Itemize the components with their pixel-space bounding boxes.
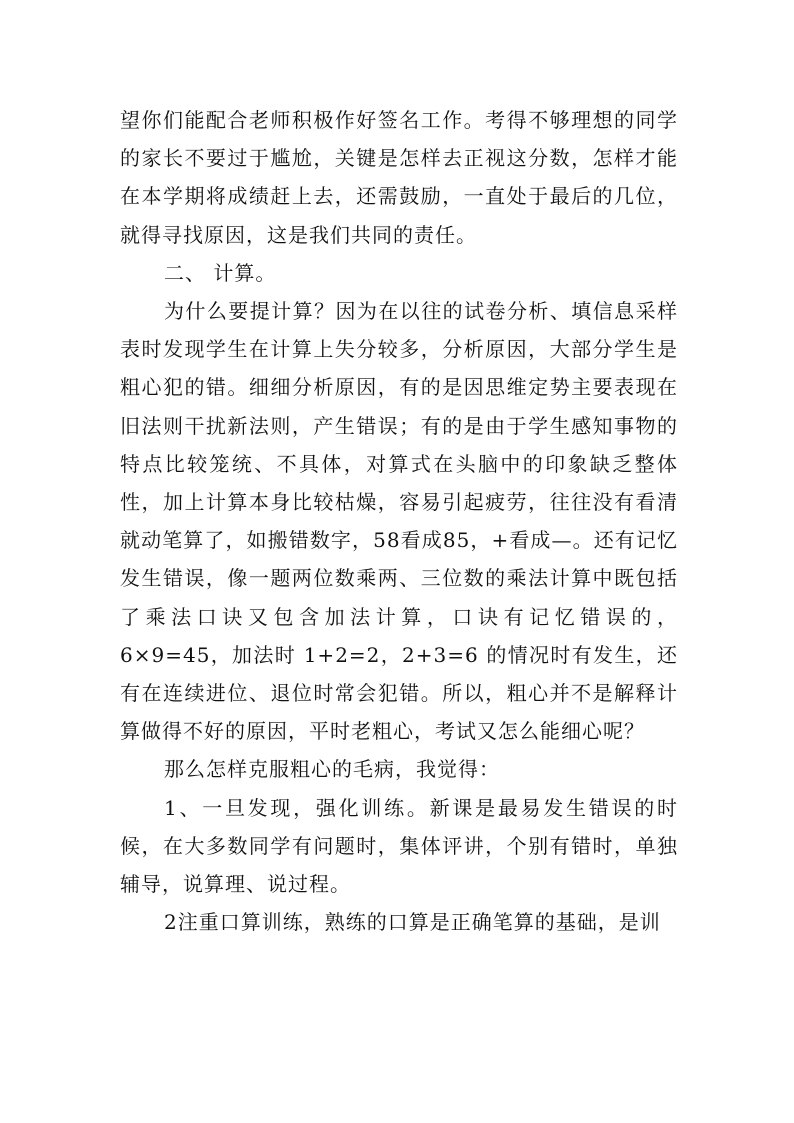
paragraph-point-2-oral-calc: 2注重口算训练，熟练的口算是正确笔算的基础，是训 bbox=[164, 910, 661, 935]
paragraph-calculation-reasons: 为什么要提计算？因为在以往的试卷分析、填信息采样表时发现学生在计算上失分较多，分析原因，大部分学生是粗心犯的错。细细分析原因，有的是因思维定势主要表现在旧法则干扰新法则，产生错误；有的是由于学生感知事物的特点比较笼统、不具体，对算式在头脑中的印象缺乏整体性，加上计算本身比较枯燥，容易引起疲劳，往往没有看清就动笔算了，如搬错数字，58看成85，+看成—。还有记忆发生错误，像一题两位数乘两、三位数的乘法计算中既包括了乘法口诀又包含加法计算，口诀有记忆错误的，6×9=45，加法时 1+2=2，2+3=6 的情况时有发生，还有在连续进位、退位时常会犯错。所以，粗心并不是解释计算做得不好的原因，平时老粗心，考试又怎么能细心呢？ bbox=[120, 299, 678, 744]
paragraph-point-1-training: 1、一旦发现，强化训练。新课是最易发生错误的时候，在大多数同学有问题时，集体评讲，个别有错时，单独辅导，说算理、说过程。 bbox=[120, 795, 678, 897]
section-heading-calculation: 二、 计算。 bbox=[164, 260, 277, 285]
paragraph-signature-cooperation: 望你们能配合老师积极作好签名工作。考得不够理想的同学的家长不要过于尴尬，关键是怎样去正视这分数，怎样才能在本学期将成绩赶上去，还需鼓励，一直处于最后的几位，就得寻找原因，这是我们共同的责任。 bbox=[120, 108, 678, 247]
document-page bbox=[120, 101, 678, 941]
paragraph-how-to-overcome: 那么怎样克服粗心的毛病，我觉得： bbox=[164, 757, 500, 782]
